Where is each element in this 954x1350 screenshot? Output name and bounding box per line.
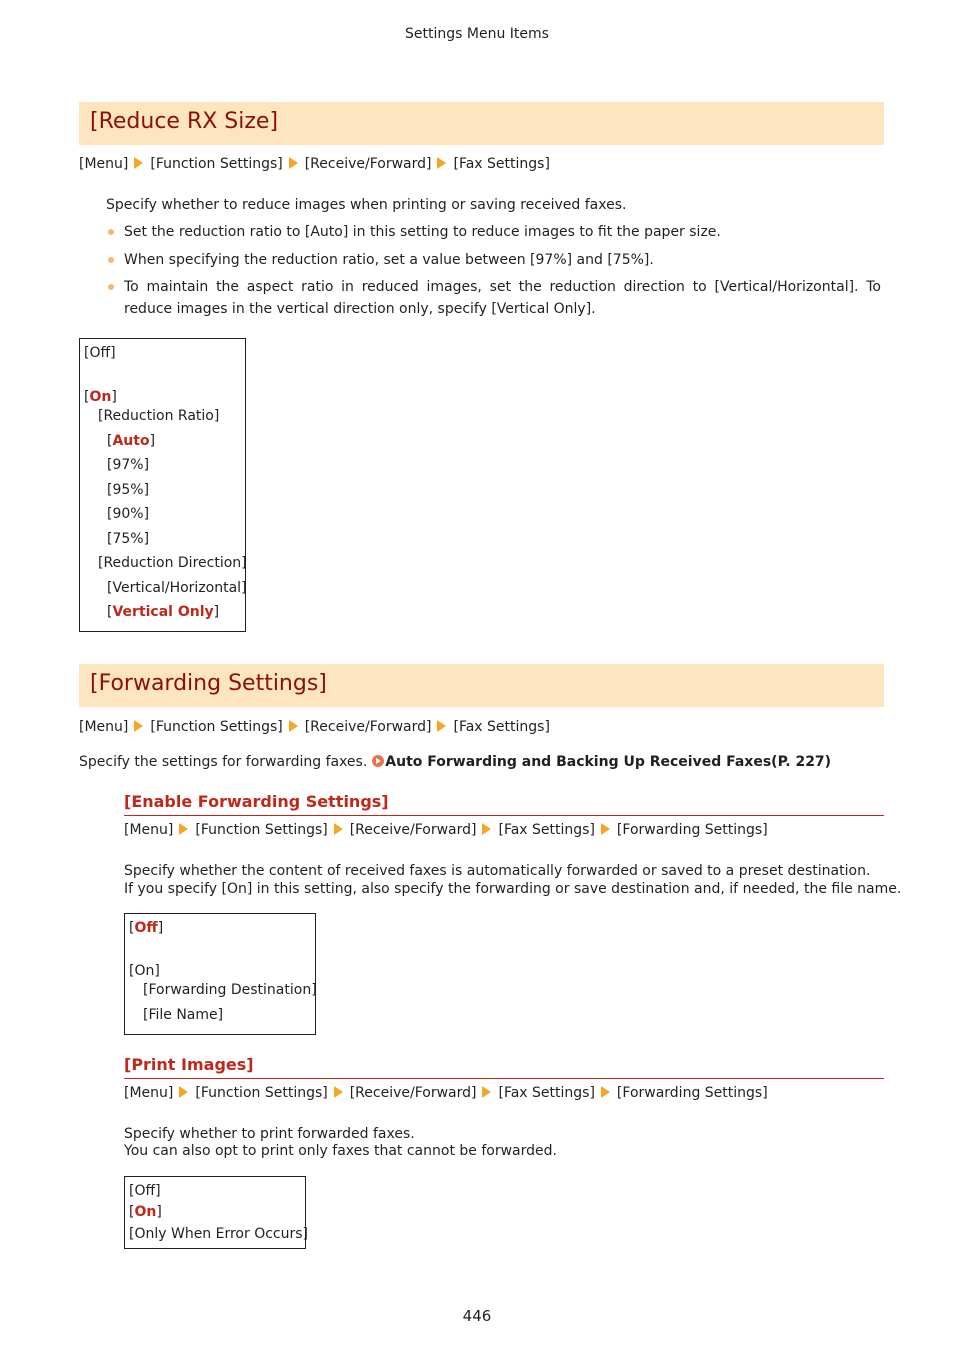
option-reduction-ratio: [Reduction Ratio] — [98, 408, 220, 424]
breadcrumb-item: [Forwarding Settings] — [616, 822, 768, 838]
bullet-dot-icon — [108, 284, 114, 290]
cross-reference-link[interactable]: Auto Forwarding and Backing Up Received Faxes(P. 227) — [385, 754, 832, 770]
description-line: If you specify [On] in this setting, also specify the forwarding or save destination and, if needed, the file name. — [124, 881, 902, 897]
default-value: Off — [134, 920, 158, 936]
breadcrumb-arrow-icon — [179, 823, 188, 835]
breadcrumb-arrow-icon — [334, 823, 343, 835]
option-on: [On] — [84, 389, 117, 405]
breadcrumb — [79, 155, 550, 173]
breadcrumb-item: [Menu] — [124, 1085, 174, 1101]
breadcrumb-item: [Function Settings] — [150, 156, 283, 172]
breadcrumb-arrow-icon — [482, 823, 491, 835]
breadcrumb-arrow-icon — [601, 823, 610, 835]
breadcrumb-arrow-icon — [134, 157, 143, 169]
description-line: Specify whether the content of received faxes is automatically forwarded or saved to a preset destination. — [124, 863, 871, 879]
default-value: Auto — [112, 433, 150, 449]
breadcrumb-item: [Receive/Forward] — [304, 719, 432, 735]
breadcrumb-item: [Receive/Forward] — [304, 156, 432, 172]
breadcrumb-item: [Function Settings] — [150, 719, 283, 735]
option-vertical-only: [Vertical Only] — [107, 604, 220, 620]
description-line: Specify whether to print forwarded faxes. — [124, 1126, 415, 1142]
subsection-title: [Enable Forwarding Settings] — [124, 792, 389, 811]
breadcrumb-arrow-icon — [179, 1086, 188, 1098]
page-number: 446 — [462, 1307, 492, 1325]
option-off: [Off] — [84, 345, 116, 361]
breadcrumb-arrow-icon — [334, 1086, 343, 1098]
breadcrumb-item: [Fax Settings] — [498, 822, 595, 838]
subsection-heading-print-images — [124, 1055, 884, 1079]
bullet-text: Set the reduction ratio to [Auto] in this setting to reduce images to fit the paper size. — [124, 224, 721, 240]
option-off: [Off] — [129, 920, 164, 936]
bullet-item — [106, 249, 881, 271]
breadcrumb-item: [Receive/Forward] — [349, 822, 477, 838]
section-title: [Forwarding Settings] — [90, 671, 327, 696]
subsection-heading-enable-forwarding — [124, 792, 884, 816]
breadcrumb-arrow-icon — [437, 157, 446, 169]
subsection-title: [Print Images] — [124, 1055, 254, 1074]
breadcrumb-item: [Menu] — [79, 719, 129, 735]
options-box — [79, 338, 246, 632]
bullet-dot-icon — [108, 257, 114, 263]
bullet-dot-icon — [108, 229, 114, 235]
bullet-item — [106, 276, 881, 320]
running-header: Settings Menu Items — [405, 26, 549, 42]
breadcrumb — [79, 718, 550, 736]
option-forwarding-destination: [Forwarding Destination] — [143, 982, 317, 998]
bullet-item — [106, 221, 881, 243]
breadcrumb-arrow-icon — [289, 157, 298, 169]
breadcrumb-arrow-icon — [134, 720, 143, 732]
breadcrumb — [124, 1084, 768, 1102]
options-box — [124, 1176, 309, 1249]
option-auto: [Auto] — [107, 433, 156, 449]
link-arrow-icon[interactable] — [372, 755, 384, 767]
breadcrumb-item: [Function Settings] — [195, 822, 328, 838]
default-value: On — [89, 389, 112, 405]
default-value: On — [134, 1204, 157, 1220]
option-90: [90%] — [107, 506, 150, 522]
bullet-text: To maintain the aspect ratio in reduced images, set the reduction direction to [Vertical/Horizontal]. To reduce images in the vertical direction only, specify [Vertical Only]. — [124, 279, 881, 317]
option-vertical-horizontal: [Vertical/Horizontal] — [107, 580, 247, 596]
section-header-reduce-rx-size — [79, 102, 884, 145]
breadcrumb-arrow-icon — [601, 1086, 610, 1098]
breadcrumb-arrow-icon — [289, 720, 298, 732]
option-reduction-direction: [Reduction Direction] — [98, 555, 247, 571]
breadcrumb-item: [Forwarding Settings] — [616, 1085, 768, 1101]
description-line: You can also opt to print only faxes that cannot be forwarded. — [124, 1143, 557, 1159]
breadcrumb-item: [Function Settings] — [195, 1085, 328, 1101]
breadcrumb-item: [Menu] — [124, 822, 174, 838]
breadcrumb-item: [Menu] — [79, 156, 129, 172]
option-97: [97%] — [107, 457, 150, 473]
breadcrumb-item: [Fax Settings] — [453, 719, 550, 735]
breadcrumb — [124, 821, 768, 839]
description: Specify whether to reduce images when printing or saving received faxes. — [106, 197, 627, 213]
section-title: [Reduce RX Size] — [90, 109, 279, 134]
option-only-when-error-occurs: [Only When Error Occurs] — [129, 1226, 309, 1242]
description — [79, 753, 831, 771]
breadcrumb-arrow-icon — [482, 1086, 491, 1098]
option-95: [95%] — [107, 482, 150, 498]
description-text: Specify the settings for forwarding faxes. — [79, 754, 368, 770]
option-on: [On] — [129, 963, 160, 979]
breadcrumb-item: [Receive/Forward] — [349, 1085, 477, 1101]
bullet-text: When specifying the reduction ratio, set a value between [97%] and [75%]. — [124, 252, 654, 268]
option-off: [Off] — [129, 1183, 161, 1199]
breadcrumb-arrow-icon — [437, 720, 446, 732]
section-header-forwarding-settings — [79, 664, 884, 707]
options-box — [124, 913, 316, 1035]
option-on: [On] — [129, 1204, 162, 1220]
option-file-name: [File Name] — [143, 1007, 224, 1023]
breadcrumb-item: [Fax Settings] — [498, 1085, 595, 1101]
option-75: [75%] — [107, 531, 150, 547]
breadcrumb-item: [Fax Settings] — [453, 156, 550, 172]
default-value: Vertical Only — [112, 604, 214, 620]
